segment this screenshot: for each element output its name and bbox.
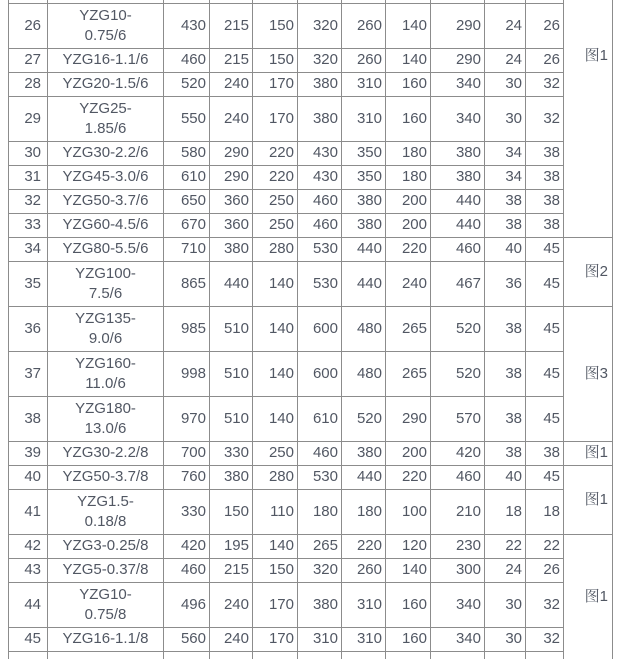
figure-cell: 图1 (564, 441, 613, 465)
spec-table (8, 0, 613, 659)
value-cell: 520 (342, 396, 386, 441)
value-cell: 215 (210, 3, 253, 48)
value-cell: 40 (485, 237, 526, 261)
table-row (9, 489, 613, 534)
value-cell: 150 (210, 489, 253, 534)
value-cell: 430 (298, 141, 342, 165)
value-cell: 420 (431, 441, 485, 465)
value-cell: 330 (164, 489, 210, 534)
value-cell: 215 (210, 48, 253, 72)
value-cell: 260 (342, 558, 386, 582)
table-row (9, 396, 613, 441)
value-cell: 310 (342, 96, 386, 141)
value-cell: 310 (298, 627, 342, 651)
table-row (9, 441, 613, 465)
value-cell: 160 (386, 72, 431, 96)
value-cell: 170 (253, 627, 298, 651)
value-cell: 250 (253, 189, 298, 213)
model-cell: YZG50-3.7/6 (48, 189, 164, 213)
model-cell: YZG16-1.1/8 (48, 627, 164, 651)
row-number-cell: 31 (9, 165, 48, 189)
value-cell: 330 (210, 441, 253, 465)
table-row (9, 141, 613, 165)
value-cell: 200 (386, 441, 431, 465)
value-cell: 865 (164, 261, 210, 306)
value-cell: 600 (298, 306, 342, 351)
value-cell: 38 (526, 165, 564, 189)
value-cell: 215 (210, 558, 253, 582)
table-row (9, 306, 613, 351)
cut-row-cell (298, 651, 342, 659)
row-number-cell: 38 (9, 396, 48, 441)
value-cell: 180 (386, 165, 431, 189)
cut-row-cell (164, 651, 210, 659)
value-cell: 460 (298, 213, 342, 237)
model-cell: YZG160-11.0/6 (48, 351, 164, 396)
value-cell: 440 (342, 261, 386, 306)
value-cell: 230 (431, 534, 485, 558)
value-cell: 160 (386, 582, 431, 627)
cut-row-cell (9, 651, 48, 659)
table-row (9, 351, 613, 396)
value-cell: 26 (526, 3, 564, 48)
value-cell: 380 (342, 189, 386, 213)
value-cell: 38 (485, 189, 526, 213)
row-number-cell: 36 (9, 306, 48, 351)
value-cell: 170 (253, 582, 298, 627)
value-cell: 520 (431, 306, 485, 351)
value-cell: 380 (210, 465, 253, 489)
cut-row-cell (48, 651, 164, 659)
value-cell: 38 (485, 213, 526, 237)
value-cell: 290 (431, 3, 485, 48)
row-number-cell: 26 (9, 3, 48, 48)
value-cell: 320 (298, 48, 342, 72)
value-cell: 220 (253, 165, 298, 189)
value-cell: 45 (526, 306, 564, 351)
value-cell: 240 (210, 627, 253, 651)
value-cell: 496 (164, 582, 210, 627)
value-cell: 310 (342, 582, 386, 627)
value-cell: 45 (526, 465, 564, 489)
model-cell: YZG60-4.5/6 (48, 213, 164, 237)
value-cell: 45 (526, 396, 564, 441)
value-cell: 38 (485, 396, 526, 441)
value-cell: 440 (342, 237, 386, 261)
value-cell: 650 (164, 189, 210, 213)
row-number-cell: 37 (9, 351, 48, 396)
table-row (9, 48, 613, 72)
value-cell: 38 (526, 189, 564, 213)
value-cell: 32 (526, 582, 564, 627)
value-cell: 265 (386, 306, 431, 351)
row-number-cell: 39 (9, 441, 48, 465)
figure-cell: 图1 (564, 465, 613, 534)
value-cell: 380 (210, 237, 253, 261)
value-cell: 520 (164, 72, 210, 96)
value-cell: 160 (386, 627, 431, 651)
value-cell: 460 (164, 558, 210, 582)
value-cell: 250 (253, 441, 298, 465)
cut-row-cell (431, 651, 485, 659)
value-cell: 310 (342, 627, 386, 651)
table-row (9, 213, 613, 237)
model-cell: YZG50-3.7/8 (48, 465, 164, 489)
value-cell: 570 (431, 396, 485, 441)
value-cell: 18 (485, 489, 526, 534)
value-cell: 34 (485, 141, 526, 165)
value-cell: 530 (298, 261, 342, 306)
value-cell: 480 (342, 306, 386, 351)
value-cell: 120 (386, 534, 431, 558)
value-cell: 290 (386, 396, 431, 441)
row-number-cell: 40 (9, 465, 48, 489)
model-cell: YZG1.5-0.18/8 (48, 489, 164, 534)
value-cell: 440 (431, 189, 485, 213)
figure-cell: 图1 (564, 0, 613, 237)
value-cell: 340 (431, 582, 485, 627)
value-cell: 100 (386, 489, 431, 534)
table-row (9, 465, 613, 489)
value-cell: 280 (253, 465, 298, 489)
value-cell: 32 (526, 96, 564, 141)
table-row (9, 96, 613, 141)
value-cell: 40 (485, 465, 526, 489)
row-number-cell: 27 (9, 48, 48, 72)
value-cell: 530 (298, 237, 342, 261)
value-cell: 580 (164, 141, 210, 165)
row-number-cell: 33 (9, 213, 48, 237)
model-cell: YZG45-3.0/6 (48, 165, 164, 189)
value-cell: 140 (253, 351, 298, 396)
value-cell: 430 (164, 3, 210, 48)
value-cell: 24 (485, 558, 526, 582)
value-cell: 170 (253, 72, 298, 96)
figure-cell: 图3 (564, 306, 613, 441)
value-cell: 290 (431, 48, 485, 72)
value-cell: 460 (298, 189, 342, 213)
model-cell: YZG135-9.0/6 (48, 306, 164, 351)
value-cell: 460 (164, 48, 210, 72)
table-row (9, 3, 613, 48)
value-cell: 460 (431, 237, 485, 261)
value-cell: 520 (431, 351, 485, 396)
table-row (9, 582, 613, 627)
table-row (9, 189, 613, 213)
row-number-cell: 42 (9, 534, 48, 558)
value-cell: 150 (253, 3, 298, 48)
table-row (9, 72, 613, 96)
value-cell: 360 (210, 213, 253, 237)
value-cell: 350 (342, 141, 386, 165)
value-cell: 510 (210, 396, 253, 441)
value-cell: 26 (526, 558, 564, 582)
value-cell: 220 (342, 534, 386, 558)
cut-row-cell (253, 651, 298, 659)
value-cell: 610 (298, 396, 342, 441)
value-cell: 38 (526, 141, 564, 165)
value-cell: 180 (386, 141, 431, 165)
value-cell: 360 (210, 189, 253, 213)
value-cell: 760 (164, 465, 210, 489)
cut-row-cell (386, 651, 431, 659)
row-number-cell: 44 (9, 582, 48, 627)
value-cell: 290 (210, 141, 253, 165)
value-cell: 24 (485, 3, 526, 48)
cut-row-cell (342, 651, 386, 659)
value-cell: 998 (164, 351, 210, 396)
value-cell: 710 (164, 237, 210, 261)
value-cell: 510 (210, 306, 253, 351)
value-cell: 380 (342, 213, 386, 237)
model-cell: YZG25-1.85/6 (48, 96, 164, 141)
value-cell: 220 (253, 141, 298, 165)
value-cell: 200 (386, 189, 431, 213)
value-cell: 180 (298, 489, 342, 534)
value-cell: 150 (253, 558, 298, 582)
value-cell: 280 (253, 237, 298, 261)
value-cell: 260 (342, 48, 386, 72)
value-cell: 140 (253, 534, 298, 558)
value-cell: 30 (485, 582, 526, 627)
value-cell: 38 (526, 213, 564, 237)
value-cell: 340 (431, 627, 485, 651)
value-cell: 320 (298, 3, 342, 48)
value-cell: 510 (210, 351, 253, 396)
value-cell: 600 (298, 351, 342, 396)
value-cell: 700 (164, 441, 210, 465)
value-cell: 24 (485, 48, 526, 72)
value-cell: 45 (526, 351, 564, 396)
value-cell: 530 (298, 465, 342, 489)
value-cell: 140 (253, 261, 298, 306)
value-cell: 140 (386, 48, 431, 72)
value-cell: 220 (386, 465, 431, 489)
value-cell: 440 (210, 261, 253, 306)
value-cell: 32 (526, 72, 564, 96)
value-cell: 195 (210, 534, 253, 558)
table-row (9, 534, 613, 558)
model-cell: YZG20-1.5/6 (48, 72, 164, 96)
value-cell: 310 (342, 72, 386, 96)
value-cell: 26 (526, 48, 564, 72)
value-cell: 610 (164, 165, 210, 189)
row-number-cell: 45 (9, 627, 48, 651)
model-cell: YZG100-7.5/6 (48, 261, 164, 306)
value-cell: 22 (526, 534, 564, 558)
value-cell: 36 (485, 261, 526, 306)
value-cell: 380 (298, 96, 342, 141)
value-cell: 140 (253, 306, 298, 351)
row-number-cell: 34 (9, 237, 48, 261)
value-cell: 380 (342, 441, 386, 465)
spec-table-body (9, 0, 613, 659)
row-number-cell: 41 (9, 489, 48, 534)
value-cell: 467 (431, 261, 485, 306)
value-cell: 970 (164, 396, 210, 441)
table-row (9, 558, 613, 582)
model-cell: YZG80-5.5/6 (48, 237, 164, 261)
value-cell: 460 (431, 465, 485, 489)
row-number-cell: 43 (9, 558, 48, 582)
cut-row-cell (485, 651, 526, 659)
value-cell: 140 (386, 3, 431, 48)
value-cell: 260 (342, 3, 386, 48)
model-cell: YZG5-0.37/8 (48, 558, 164, 582)
table-row (9, 261, 613, 306)
value-cell: 380 (431, 165, 485, 189)
value-cell: 550 (164, 96, 210, 141)
model-cell: YZG3-0.25/8 (48, 534, 164, 558)
row-number-cell: 28 (9, 72, 48, 96)
value-cell: 38 (485, 441, 526, 465)
value-cell: 18 (526, 489, 564, 534)
model-cell: YZG30-2.2/6 (48, 141, 164, 165)
table-row (9, 237, 613, 261)
value-cell: 30 (485, 96, 526, 141)
value-cell: 240 (210, 72, 253, 96)
value-cell: 480 (342, 351, 386, 396)
value-cell: 34 (485, 165, 526, 189)
row-number-cell: 35 (9, 261, 48, 306)
value-cell: 560 (164, 627, 210, 651)
model-cell: YZG16-1.1/6 (48, 48, 164, 72)
cut-row-cell (210, 651, 253, 659)
value-cell: 140 (253, 396, 298, 441)
value-cell: 380 (298, 72, 342, 96)
value-cell: 320 (298, 558, 342, 582)
value-cell: 150 (253, 48, 298, 72)
value-cell: 22 (485, 534, 526, 558)
value-cell: 160 (386, 96, 431, 141)
value-cell: 170 (253, 96, 298, 141)
value-cell: 985 (164, 306, 210, 351)
value-cell: 140 (386, 558, 431, 582)
value-cell: 240 (210, 96, 253, 141)
value-cell: 380 (431, 141, 485, 165)
value-cell: 38 (485, 351, 526, 396)
value-cell: 240 (210, 582, 253, 627)
value-cell: 30 (485, 72, 526, 96)
table-row (9, 627, 613, 651)
row-number-cell: 29 (9, 96, 48, 141)
value-cell: 180 (342, 489, 386, 534)
value-cell: 32 (526, 627, 564, 651)
value-cell: 350 (342, 165, 386, 189)
table-row (9, 165, 613, 189)
value-cell: 220 (386, 237, 431, 261)
value-cell: 290 (210, 165, 253, 189)
row-number-cell: 30 (9, 141, 48, 165)
row-number-cell: 32 (9, 189, 48, 213)
value-cell: 440 (342, 465, 386, 489)
model-cell: YZG10-0.75/6 (48, 3, 164, 48)
cut-row-cell (526, 651, 564, 659)
value-cell: 240 (386, 261, 431, 306)
value-cell: 380 (298, 582, 342, 627)
value-cell: 340 (431, 72, 485, 96)
cut-row-bottom (9, 651, 613, 659)
value-cell: 440 (431, 213, 485, 237)
value-cell: 210 (431, 489, 485, 534)
value-cell: 420 (164, 534, 210, 558)
model-cell: YZG10-0.75/8 (48, 582, 164, 627)
value-cell: 30 (485, 627, 526, 651)
model-cell: YZG180-13.0/6 (48, 396, 164, 441)
value-cell: 460 (298, 441, 342, 465)
model-cell: YZG30-2.2/8 (48, 441, 164, 465)
value-cell: 200 (386, 213, 431, 237)
value-cell: 250 (253, 213, 298, 237)
value-cell: 670 (164, 213, 210, 237)
value-cell: 430 (298, 165, 342, 189)
value-cell: 300 (431, 558, 485, 582)
value-cell: 38 (526, 441, 564, 465)
figure-cell: 图1 (564, 534, 613, 659)
value-cell: 340 (431, 96, 485, 141)
value-cell: 265 (386, 351, 431, 396)
value-cell: 45 (526, 261, 564, 306)
value-cell: 110 (253, 489, 298, 534)
value-cell: 38 (485, 306, 526, 351)
value-cell: 265 (298, 534, 342, 558)
figure-cell: 图2 (564, 237, 613, 306)
value-cell: 45 (526, 237, 564, 261)
